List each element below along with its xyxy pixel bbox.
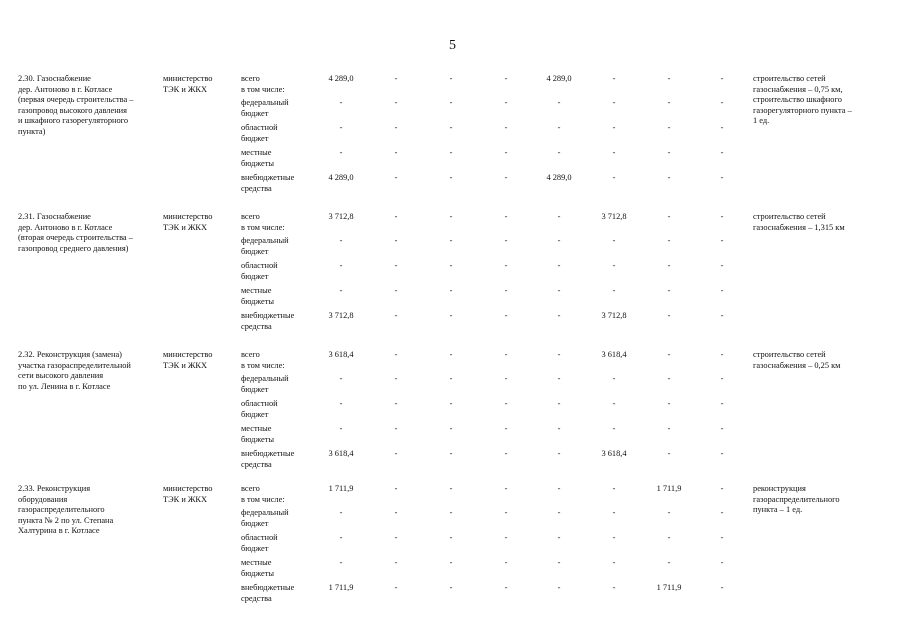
- funding-value-cell: -: [612, 173, 616, 182]
- funding-value-cell: -: [394, 74, 398, 83]
- funding-value-cell: -: [449, 98, 453, 107]
- funding-value-cell: -: [394, 508, 398, 517]
- funding-value-cell: 1 711,9: [328, 583, 354, 592]
- funding-value-cell: -: [612, 236, 616, 245]
- funding-value-cell: -: [612, 583, 616, 592]
- funding-value-cell: -: [504, 449, 508, 458]
- funding-value-cell: 4 289,0: [546, 74, 572, 83]
- funding-source-label: местные бюджеты: [241, 286, 275, 306]
- funding-value-cell: -: [504, 286, 508, 295]
- funding-value-cell: -: [504, 350, 508, 359]
- funding-value-cell: -: [394, 399, 398, 408]
- funding-value-cell: -: [449, 533, 453, 542]
- funding-value-cell: 3 712,8: [328, 311, 354, 320]
- funding-value-cell: -: [557, 311, 561, 320]
- funding-value-cell: -: [667, 286, 671, 295]
- funding-value-cell: 1 711,9: [656, 484, 682, 493]
- funding-source-label: областной бюджет: [241, 123, 278, 143]
- responsible-executor: министерство ТЭК и ЖКХ: [163, 350, 213, 370]
- expected-result: реконструкция газораспределительного пункта – 1 ед.: [753, 484, 840, 515]
- funding-value-cell: -: [339, 98, 343, 107]
- funding-value-cell: -: [667, 148, 671, 157]
- funding-value-cell: -: [339, 148, 343, 157]
- funding-value-cell: -: [339, 508, 343, 517]
- funding-source-label: областной бюджет: [241, 261, 278, 281]
- funding-value-cell: 3 618,4: [328, 449, 354, 458]
- funding-value-cell: -: [557, 286, 561, 295]
- funding-value-cell: -: [504, 399, 508, 408]
- funding-value-cell: -: [557, 424, 561, 433]
- funding-value-cell: -: [667, 212, 671, 221]
- funding-value-cell: -: [504, 583, 508, 592]
- page-number: 5: [449, 38, 456, 53]
- measure-name: 2.32. Реконструкция (замена) участка газораспределительной сети высокого давления по ул. Ленина в г. Котласе: [18, 350, 131, 391]
- funding-value-cell: -: [667, 236, 671, 245]
- funding-value-cell: -: [394, 449, 398, 458]
- funding-value-cell: -: [667, 98, 671, 107]
- funding-value-cell: -: [449, 508, 453, 517]
- funding-value-cell: -: [504, 212, 508, 221]
- funding-value-cell: -: [504, 533, 508, 542]
- funding-value-cell: 3 618,4: [328, 350, 354, 359]
- funding-value-cell: -: [394, 98, 398, 107]
- funding-value-cell: -: [557, 374, 561, 383]
- funding-value-cell: -: [720, 123, 724, 132]
- funding-value-cell: -: [612, 484, 616, 493]
- funding-value-cell: -: [339, 261, 343, 270]
- funding-value-cell: -: [394, 583, 398, 592]
- funding-value-cell: -: [449, 148, 453, 157]
- funding-value-cell: -: [720, 98, 724, 107]
- funding-value-cell: -: [612, 148, 616, 157]
- funding-value-cell: -: [667, 261, 671, 270]
- funding-value-cell: -: [667, 311, 671, 320]
- funding-value-cell: -: [557, 212, 561, 221]
- expected-result: строительство сетей газоснабжения – 0,25 км: [753, 350, 841, 370]
- funding-source-label: областной бюджет: [241, 533, 278, 553]
- funding-value-cell: -: [720, 508, 724, 517]
- funding-value-cell: -: [557, 148, 561, 157]
- funding-value-cell: -: [339, 236, 343, 245]
- funding-value-cell: -: [720, 399, 724, 408]
- funding-value-cell: -: [504, 558, 508, 567]
- funding-value-cell: 4 289,0: [546, 173, 572, 182]
- funding-value-cell: -: [339, 558, 343, 567]
- funding-value-cell: -: [504, 374, 508, 383]
- funding-value-cell: -: [612, 261, 616, 270]
- funding-value-cell: 4 289,0: [328, 173, 354, 182]
- funding-value-cell: -: [612, 374, 616, 383]
- funding-value-cell: -: [557, 236, 561, 245]
- funding-value-cell: -: [720, 74, 724, 83]
- funding-source-label: всего в том числе:: [241, 74, 285, 94]
- funding-value-cell: -: [504, 261, 508, 270]
- funding-value-cell: -: [449, 583, 453, 592]
- funding-value-cell: -: [394, 424, 398, 433]
- funding-value-cell: -: [449, 449, 453, 458]
- funding-value-cell: -: [394, 350, 398, 359]
- funding-value-cell: -: [557, 449, 561, 458]
- funding-value-cell: -: [667, 424, 671, 433]
- funding-value-cell: -: [449, 212, 453, 221]
- funding-value-cell: -: [612, 558, 616, 567]
- funding-value-cell: -: [612, 123, 616, 132]
- funding-value-cell: -: [504, 424, 508, 433]
- funding-value-cell: -: [720, 212, 724, 221]
- funding-value-cell: -: [449, 399, 453, 408]
- funding-value-cell: -: [394, 173, 398, 182]
- funding-value-cell: -: [394, 374, 398, 383]
- funding-value-cell: -: [504, 484, 508, 493]
- funding-value-cell: -: [504, 236, 508, 245]
- measure-name: 2.31. Газоснабжение дер. Антоново в г. Котласе (вторая очередь строительства – газопровод среднего давления): [18, 212, 133, 253]
- funding-value-cell: -: [667, 374, 671, 383]
- funding-value-cell: -: [504, 148, 508, 157]
- funding-source-label: внебюджетные средства: [241, 311, 295, 331]
- funding-value-cell: -: [557, 98, 561, 107]
- funding-value-cell: -: [667, 173, 671, 182]
- funding-value-cell: -: [720, 533, 724, 542]
- funding-value-cell: -: [612, 399, 616, 408]
- funding-source-label: местные бюджеты: [241, 424, 275, 444]
- funding-value-cell: 1 711,9: [656, 583, 682, 592]
- funding-value-cell: -: [720, 424, 724, 433]
- funding-value-cell: -: [720, 350, 724, 359]
- funding-value-cell: -: [720, 449, 724, 458]
- funding-value-cell: -: [667, 508, 671, 517]
- funding-value-cell: -: [394, 212, 398, 221]
- funding-value-cell: -: [449, 236, 453, 245]
- funding-source-label: внебюджетные средства: [241, 449, 295, 469]
- funding-value-cell: -: [557, 484, 561, 493]
- funding-value-cell: -: [504, 311, 508, 320]
- funding-source-label: федеральный бюджет: [241, 236, 289, 256]
- funding-value-cell: -: [394, 236, 398, 245]
- funding-value-cell: -: [720, 286, 724, 295]
- funding-value-cell: 3 712,8: [601, 212, 627, 221]
- funding-source-label: местные бюджеты: [241, 148, 275, 168]
- funding-value-cell: -: [339, 123, 343, 132]
- funding-value-cell: -: [449, 173, 453, 182]
- funding-value-cell: -: [449, 286, 453, 295]
- expected-result: строительство сетей газоснабжения – 1,315 км: [753, 212, 845, 232]
- expected-result: строительство сетей газоснабжения – 0,75 км, строительство шкафного газорегуляторного пункта – 1 ед.: [753, 74, 852, 126]
- funding-value-cell: -: [557, 123, 561, 132]
- funding-value-cell: -: [720, 583, 724, 592]
- funding-value-cell: -: [612, 533, 616, 542]
- funding-value-cell: -: [449, 74, 453, 83]
- funding-value-cell: -: [557, 508, 561, 517]
- funding-value-cell: 3 618,4: [601, 350, 627, 359]
- funding-value-cell: -: [612, 98, 616, 107]
- funding-value-cell: -: [720, 261, 724, 270]
- funding-source-label: областной бюджет: [241, 399, 278, 419]
- funding-value-cell: -: [667, 449, 671, 458]
- responsible-executor: министерство ТЭК и ЖКХ: [163, 484, 213, 504]
- funding-value-cell: -: [394, 533, 398, 542]
- funding-value-cell: -: [557, 533, 561, 542]
- measure-name: 2.30. Газоснабжение дер. Антоново в г. Котласе (первая очередь строительства – газопровод высокого давления и шкафного газорегуляторного пункта): [18, 74, 134, 136]
- funding-source-label: всего в том числе:: [241, 484, 285, 504]
- funding-value-cell: -: [449, 484, 453, 493]
- funding-value-cell: -: [720, 484, 724, 493]
- funding-value-cell: -: [612, 74, 616, 83]
- funding-value-cell: -: [720, 374, 724, 383]
- funding-value-cell: -: [449, 261, 453, 270]
- funding-value-cell: -: [394, 261, 398, 270]
- funding-value-cell: -: [449, 311, 453, 320]
- funding-source-label: внебюджетные средства: [241, 173, 295, 193]
- funding-value-cell: -: [339, 424, 343, 433]
- funding-value-cell: -: [504, 123, 508, 132]
- funding-value-cell: 3 712,8: [601, 311, 627, 320]
- funding-value-cell: -: [667, 350, 671, 359]
- funding-value-cell: -: [339, 533, 343, 542]
- funding-value-cell: -: [612, 424, 616, 433]
- funding-value-cell: -: [720, 558, 724, 567]
- funding-value-cell: -: [449, 374, 453, 383]
- funding-value-cell: -: [720, 311, 724, 320]
- funding-value-cell: -: [449, 424, 453, 433]
- funding-value-cell: -: [339, 286, 343, 295]
- funding-value-cell: 4 289,0: [328, 74, 354, 83]
- funding-source-label: всего в том числе:: [241, 212, 285, 232]
- funding-value-cell: 3 618,4: [601, 449, 627, 458]
- funding-value-cell: -: [612, 508, 616, 517]
- responsible-executor: министерство ТЭК и ЖКХ: [163, 74, 213, 94]
- funding-value-cell: 3 712,8: [328, 212, 354, 221]
- funding-value-cell: -: [394, 286, 398, 295]
- funding-source-label: внебюджетные средства: [241, 583, 295, 603]
- funding-value-cell: -: [339, 399, 343, 408]
- funding-value-cell: -: [667, 533, 671, 542]
- funding-value-cell: -: [449, 123, 453, 132]
- funding-value-cell: -: [720, 148, 724, 157]
- funding-source-label: федеральный бюджет: [241, 508, 289, 528]
- funding-value-cell: -: [557, 558, 561, 567]
- funding-value-cell: -: [557, 350, 561, 359]
- funding-value-cell: -: [557, 399, 561, 408]
- funding-value-cell: -: [667, 74, 671, 83]
- funding-value-cell: -: [720, 236, 724, 245]
- funding-value-cell: -: [449, 350, 453, 359]
- funding-value-cell: -: [394, 484, 398, 493]
- funding-value-cell: -: [394, 148, 398, 157]
- funding-value-cell: -: [504, 508, 508, 517]
- funding-value-cell: -: [394, 311, 398, 320]
- funding-value-cell: -: [667, 399, 671, 408]
- funding-value-cell: -: [394, 123, 398, 132]
- funding-value-cell: -: [504, 173, 508, 182]
- funding-source-label: всего в том числе:: [241, 350, 285, 370]
- funding-value-cell: -: [339, 374, 343, 383]
- funding-source-label: местные бюджеты: [241, 558, 275, 578]
- funding-source-label: федеральный бюджет: [241, 98, 289, 118]
- funding-value-cell: -: [504, 74, 508, 83]
- funding-value-cell: -: [667, 123, 671, 132]
- funding-value-cell: -: [612, 286, 616, 295]
- funding-value-cell: -: [667, 558, 671, 567]
- funding-source-label: федеральный бюджет: [241, 374, 289, 394]
- funding-value-cell: -: [720, 173, 724, 182]
- funding-value-cell: -: [557, 583, 561, 592]
- measure-name: 2.33. Реконструкция оборудования газораспределительного пункта № 2 по ул. Степана Халтурина в г. Котласе: [18, 484, 114, 536]
- funding-value-cell: -: [449, 558, 453, 567]
- funding-value-cell: -: [504, 98, 508, 107]
- funding-value-cell: 1 711,9: [328, 484, 354, 493]
- responsible-executor: министерство ТЭК и ЖКХ: [163, 212, 213, 232]
- funding-value-cell: -: [557, 261, 561, 270]
- funding-value-cell: -: [394, 558, 398, 567]
